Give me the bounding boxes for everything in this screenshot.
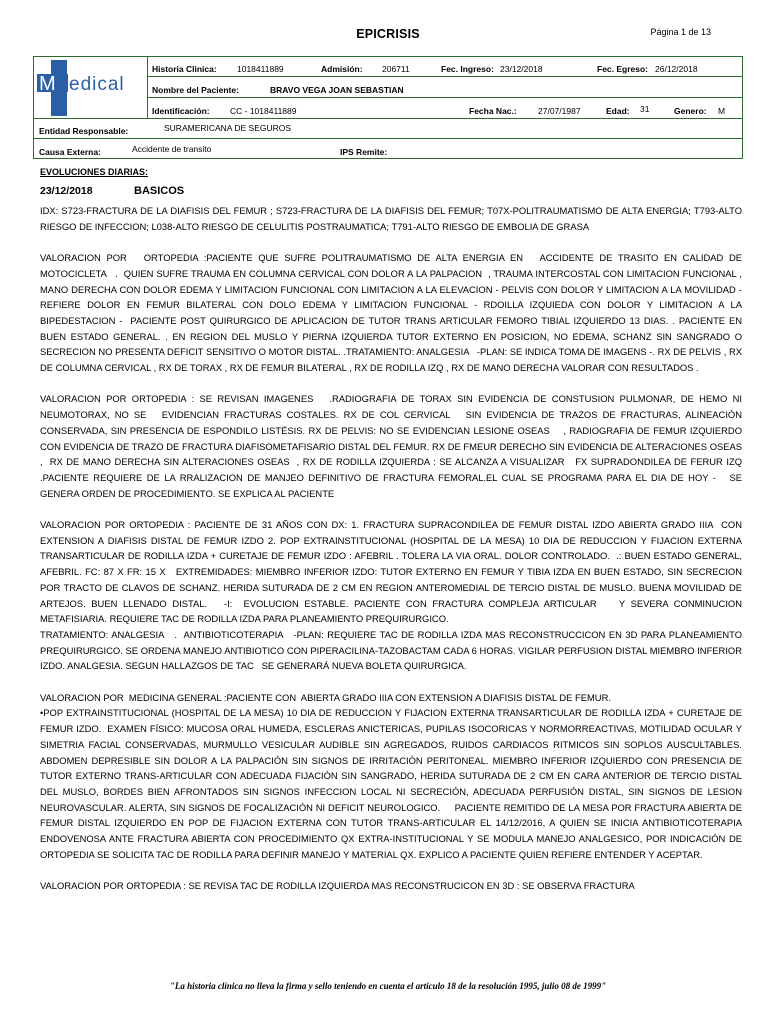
- row-divider: [147, 76, 742, 77]
- paciente-label: Nombre del Paciente:: [152, 85, 239, 95]
- entidad-label: Entidad Responsable:: [39, 126, 129, 136]
- entidad-value: SURAMERICANA DE SEGUROS: [164, 123, 292, 133]
- evolucion-date: 23/12/2018: [40, 185, 93, 197]
- edad-value: 31: [640, 104, 650, 114]
- historia-label: Historia Clinica:: [152, 64, 217, 74]
- fecha-nac-label: Fecha Nac.:: [469, 106, 517, 116]
- paragraph-valoracion-1: VALORACION POR ORTOPEDIA :PACIENTE QUE SUFRE POLITRAUMATISMO DE ALTA ENERGIA EN ACCIDENTE DE TRASITO EN CALIDAD DE MOTOCICLETA . QUIEN SUFRE TRAUMA EN COLUMNA CERVICAL CON DOLOR A LA PALPACION , TRAUMA INTERCOSTAL CON LIMITACION FUNCIONAL , MANO DERECHA CON DOLOR EDEMA Y LIMITACION FUNCIONAL CON LIMITACION A LA ELEVACION - PELVIS CON DOLOR Y LIMITACION A LA MOVILIDAD - REFIERE DOLOR EN FEMUR BILATERAL CON DOLO EDEMA Y LIMITACION FUNCIONAL - RDOILLA IZQUIEDA CON DOLOR Y LIMITACION A LA BIPEDESTACION - PACIENTE POST QUIRURGICO DE APLICACION DE TUTOR TRANS ARTICULAR FEMORO TIBIAL IZQUIERDO 13 DIAS. . PACIENTE EN BUEN ESTADO GENERAL. . EN REGION DEL MUSLO Y PIERNA IZQUIERDA TUTOR EXTERNO EN POSICION, NO EDEMA, SCHANZ SIN SANGRADO O SECRECION NO PRESENTA DEFICIT SENSITIVO O MOTOR DISTAL. .TRATAMIENTO: ANALGESIA -PLAN: SE INDICA TOMA DE IMAGENS -. RX DE PELVIS , RX DE COLUMNA CERVICAL , RX DE TORAX , RX DE FEMUR BILATERAL , RX DE RODILLA IZQ , RX DE MANO DERECHA VALORAR CON RESULTADOS .: [40, 252, 745, 374]
- medical-logo: [37, 60, 145, 116]
- paragraph-valoracion-4: VALORACION POR ORTOPEDIA : SE REVISA TAC DE RODILLA IZQUIERDA MAS RECONSTRUCICON EN 3D : SE OBSERVA FRACTURA: [40, 880, 635, 892]
- ingreso-label: Fec. Ingreso:: [441, 64, 494, 74]
- paragraph-valoracion-2: VALORACION POR ORTOPEDIA : SE REVISAN IMAGENES .RADIOGRAFIA DE TORAX SIN EVIDENCIA DE CONSTUSION PULMONAR, DE HEMO NI NEUMOTORAX, NO SE EVIDENCIAN FRACTURAS COSTALES. RX DE COL CERVICAL SIN EVIDENCIA DE TRAZOS DE FRACTURAS, ALINEACIÓN CONSERVADA, SIN PRESENCIA DE ESPONDILO LISTÉSIS. RX DE PELVIS: NO SE EVIDENCIAN LESIONE OSEAS , RADIOGRAFIA DE FEMUR IZQUIERDO CON EVIDENCIA DE TRAZO DE FRACTURA DIAFISOMETAFISARIO DISTAL DEL FEMUR. RX DE FMEUR DERECHO SIN EVIDENCIA DE ALTERACIONES OSEAS , RX DE MANO DERECHA SIN ALTERACIONES OSEAS , RX DE RODILLA IZQUIERDA : SE ALCANZA A VISUALIZAR FX SUPRADONDILEA DE FERUR IZQ .PACIENTE REQUIERE DE LA RRALIZACION DE MANJEO DEFINITIVO DE FRACTURA FEMORAL.EL CUAL SE PROGRAMA PARA EL DIA DE HOY - SE GENERA ORDEN DE PROCEDIMIENTO. SE EXPLICA AL PACIENTE: [40, 393, 750, 499]
- paragraph-medicina-general: VALORACION POR MEDICINA GENERAL :PACIENTE CON ABIERTA GRADO IIIA CON EXTENSION A DIAFISIS DISTAL DE FEMUR.: [40, 691, 611, 703]
- ingreso-value: 23/12/2018: [500, 64, 543, 74]
- identificacion-label: Identificación:: [152, 106, 210, 116]
- medical-logo-graphic: [37, 60, 145, 116]
- egreso-value: 26/12/2018: [655, 64, 698, 74]
- evoluciones-heading: EVOLUCIONES DIARIAS:: [40, 167, 149, 177]
- causa-value: Accidente de transito: [132, 144, 212, 154]
- historia-value: 1018411889: [237, 64, 284, 74]
- svg-text:edical: edical: [69, 74, 125, 95]
- evolucion-body: [40, 203, 750, 894]
- paragraph-valoracion-3: VALORACION POR ORTOPEDIA : PACIENTE DE 31 AÑOS CON DX: 1. FRACTURA SUPRACONDILEA DE FEMUR DISTAL IZDO ABIERTA GRADO IIIA CON EXTENSION A DIAFISIS DISTAL DE FEMUR IZDO 2. POP EXTRAINSTITUCIONAL (HOSPITAL DE LA MESA) 10 DIA DE REDUCCION Y FIJACION EXTERNA TRANSARTICULAR DE RODILLA IZDA + CURETAJE DE FEMUR IZDO : AFEBRIL . TOLERA LA VIA ORAL. DOLOR CONTROLADO. .: BUEN ESTADO GENERAL, AFEBRIL. FC: 87 X FR: 15 X EXTREMIDADES: MIEMBRO INFERIOR IZDO: TUTOR EXTERNO EN FEMUR Y TIBIA IZDA EN BUEN ESTADO, SIN SECRECION POR TRACTO DE CLAVOS DE SCHANZ. HERIDA SUTURADA DE 2 CM EN REGION ANTEROMEDIAL DE TERCIO DISTAL DE MUSLO. BUENA MOVILIDAD DE ARTEJOS. BUEN LLENADO DISTAL. -I: EVOLUCION ESTABLE. PACIENTE CON FRACTURA COMPLEJA ARTICULAR Y SEVERA CONMINUCION METAFISIARIA. REQUIERE TAC DE RODILLA IZDA PARA PLANEAMIENTO PREQUIRURGICO.: [40, 519, 745, 625]
- genero-value: M: [718, 106, 726, 116]
- legal-footer: "La historia clínica no lleva la firma y sello teniendo en cuenta el articulo 18 de la resolución 1995, julio 08 de 1999": [169, 981, 607, 991]
- edad-label: Edad:: [606, 106, 630, 116]
- logo-divider: [147, 57, 148, 118]
- svg-text:M: M: [39, 73, 56, 95]
- row-divider: [34, 118, 742, 119]
- admision-label: Admisión:: [321, 64, 363, 74]
- row-divider: [34, 138, 742, 139]
- paragraph-pop: •POP EXTRAINSTITUCIONAL (HOSPITAL DE LA MESA) 10 DIA DE REDUCCION Y FIJACION EXTERNA TRANSARTICULAR DE RODILLA IZDA + CURETAJE DE FEMUR IZDO. EXAMEN FÍSICO: MUCOSA ORAL HUMEDA, ESCLERAS ANICTERICAS, PUPILAS ISOCORICAS Y NORMORREACTIVAS, MOTILIDAD OCULAR Y SIMETRIA FACIAL CONSERVADAS, MURMULLO VESICULAR AUDIBLE SIN AGREGADOS, RUIDOS CARDIACOS RITMICOS SIN SOPLOS AUSCULTABLES. ABDOMEN DEPRESIBLE SIN DOLOR A LA PALPACIÓN SIN SIGNOS DE IRRITACIÓN PERITONEAL. MIEMBRO INFERIOR IZQUIERDO CON PRESENCIA DE TUTOR EXTERNO TRANS-ARTICULAR CON ADECUADA FIJACIÓN SIN SANGRADO, HERIDA SUTURADA DE 2 CM EN CARA ANTERIOR DE TERCIO DISTAL DEL MUSLO, BORDES BIEN AFRONTADOS SIN SIGNOS INFECCION LOCAL NI SECRECIÓN, ADECUADA PERFUSIÓN DISTAL, SIN SIGNOS DE LESION NEUROVASCULAR. ALERTA, SIN SIGNOS DE FOCALIZACIÓN NI DEFICIT NEUROLOGICO. PACIENTE REMITIDO DE LA MESA POR FRACTURA ABIERTA DE FEMUR DISTAL IZQUIERDO EN POP DE FIJACION EXTERNA CON TUTOR TRANS-ARTICULAR EL 14/12/2016, A QUIEN SE INICIA ANTIBIOTICOTERAPIA ENDOVENOSA ANTE FRACTURA ABIERTA CON PROCEDIMIENTO QX EXTRA-INSTITUCIONAL Y SE MODULA MANEJO ANALGESICO, POR INDICACIÓN DE ORTOPEDIA SE SOLICITA TAC DE RODILLA PARA DEFINIR MANEJO Y MATERIAL QX. EXPLICO A PACIENTE QUIEN REFIERE ENTENDER Y ACEPTAR.: [40, 707, 745, 860]
- evolucion-section: BASICOS: [134, 185, 185, 197]
- fecha-nac-value: 27/07/1987: [538, 106, 581, 116]
- patient-header-box: [33, 56, 743, 159]
- document-title: EPICRISIS: [356, 27, 420, 41]
- row-divider: [147, 97, 742, 98]
- ips-label: IPS Remite:: [340, 147, 388, 157]
- identificacion-value: CC - 1018411889: [230, 106, 297, 116]
- egreso-label: Fec. Egreso:: [597, 64, 649, 74]
- admision-value: 206711: [382, 64, 410, 74]
- paragraph-tratamiento: TRATAMIENTO: ANALGESIA . ANTIBIOTICOTERAPIA -PLAN: REQUIERE TAC DE RODILLA IZDA MAS RECONSTRUCCICON EN 3D PARA PLANEAMIENTO PREQUIRURGICO. SE ORDENA MANEJO ANTIBIOTICO CON PIPERACILINA-TAZOBACTAM CADA 6 HORAS. VIGILAR PERFUSION DISTAL MIEMBRO INFERIOR IZDO. ANALGESIA. SEGUN HALLAZGOS DE TAC SE GENERARÁ NUEVA BOLETA QUIRURGICA.: [40, 628, 745, 672]
- causa-label: Causa Externa:: [39, 147, 101, 157]
- page-number: Página 1 de 13: [650, 27, 711, 37]
- paciente-value: BRAVO VEGA JOAN SEBASTIAN: [270, 85, 404, 95]
- genero-label: Genero:: [674, 106, 707, 116]
- paragraph-idx: IDX: S723-FRACTURA DE LA DIAFISIS DEL FEMUR ; S723-FRACTURA DE LA DIAFISIS DEL FEMUR; T07X-POLITRAUMATISMO DE ALTA ENERGIA; T793-ALTO RIESGO DE INFECCION; L038-ALTO RIESGO DE CELULITIS POSTRAUMATICA; T791-ALTO RIESGO DE EMBOLIA DE GRASA: [40, 205, 745, 232]
